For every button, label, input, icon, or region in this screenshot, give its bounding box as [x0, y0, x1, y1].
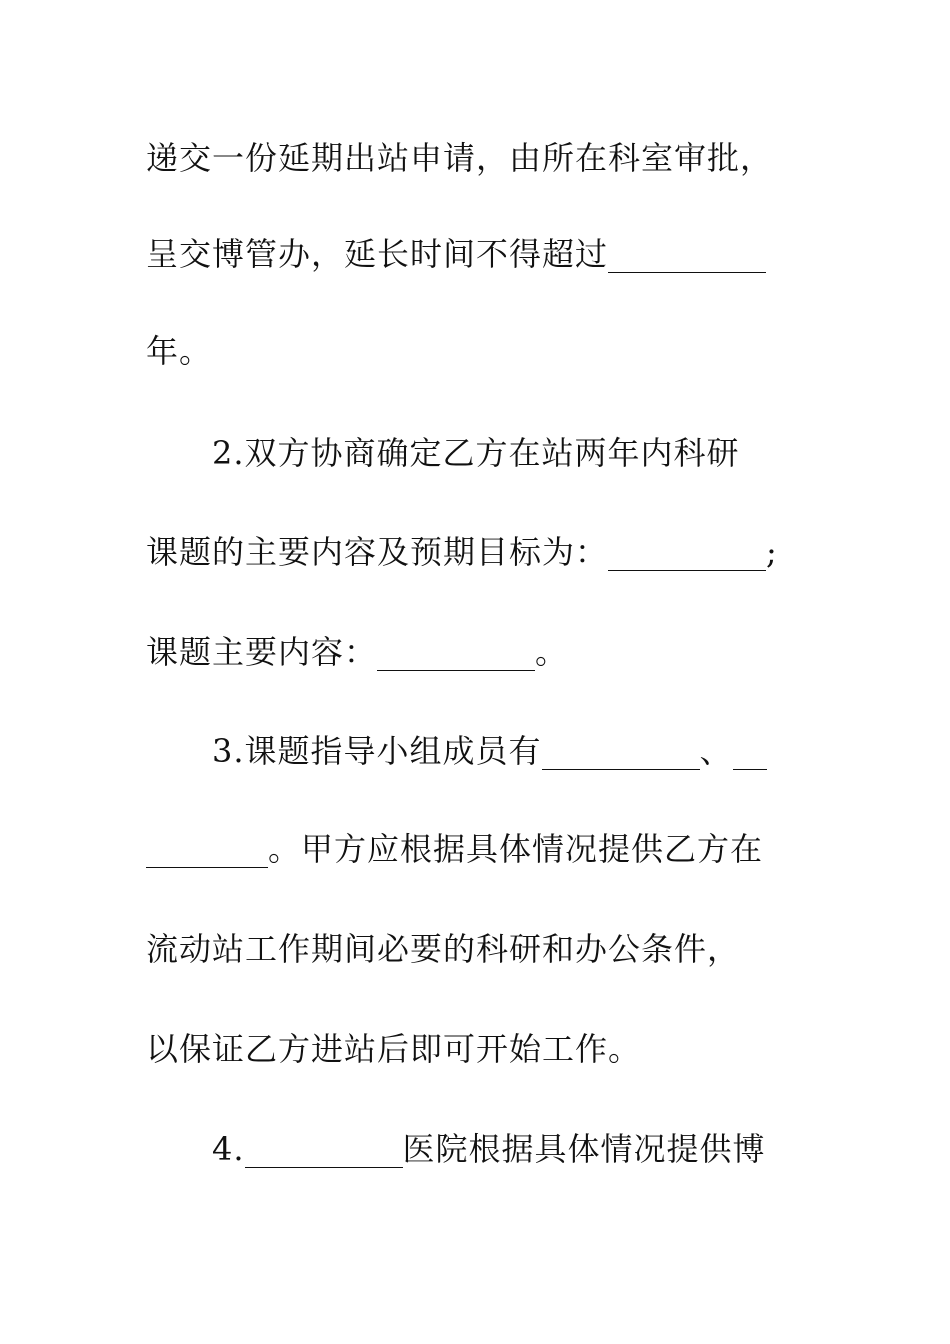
line-text: 、 — [699, 732, 733, 770]
text-line-1 — [146, 133, 826, 183]
line-text: 。 — [535, 633, 569, 671]
line-text: 4. — [212, 1130, 245, 1168]
text-line-10 — [146, 1024, 826, 1074]
fill-in-blank[interactable] — [377, 636, 535, 671]
line-text: 。甲方应根据具体情况提供乙方在 — [268, 830, 764, 868]
line-text: 课题的主要内容及预期目标为： — [146, 533, 609, 571]
text-line-5 — [146, 527, 826, 577]
line-text: 呈交博管办，延长时间不得超过 — [146, 235, 609, 273]
fill-in-blank[interactable] — [245, 1133, 403, 1168]
text-line-11 — [212, 1124, 892, 1174]
text-line-7 — [212, 726, 892, 776]
line-text: 3.课题指导小组成员有 — [212, 732, 542, 770]
line-text: 医院根据具体情况提供博 — [402, 1130, 766, 1168]
fill-in-blank[interactable] — [608, 536, 766, 571]
line-text: 2.双方协商确定乙方在站两年内科研 — [212, 434, 740, 472]
line-text: 课题主要内容： — [146, 633, 378, 671]
line-text: 流动站工作期间必要的科研和办公条件， — [146, 930, 741, 968]
line-text: 以保证乙方进站后即可开始工作。 — [146, 1030, 642, 1068]
text-line-3 — [146, 326, 826, 376]
fill-in-blank[interactable] — [733, 735, 767, 770]
fill-in-blank[interactable] — [608, 238, 766, 273]
line-text: 年。 — [146, 332, 213, 370]
line-text: ; — [766, 533, 778, 571]
fill-in-blank[interactable] — [542, 735, 700, 770]
text-line-8 — [146, 824, 826, 874]
fill-in-blank[interactable] — [146, 833, 268, 868]
text-line-2 — [146, 229, 826, 279]
text-line-4 — [212, 428, 892, 478]
text-line-9 — [146, 924, 826, 974]
text-line-6 — [146, 627, 826, 677]
line-text: 递交一份延期出站申请，由所在科室审批， — [146, 139, 774, 177]
